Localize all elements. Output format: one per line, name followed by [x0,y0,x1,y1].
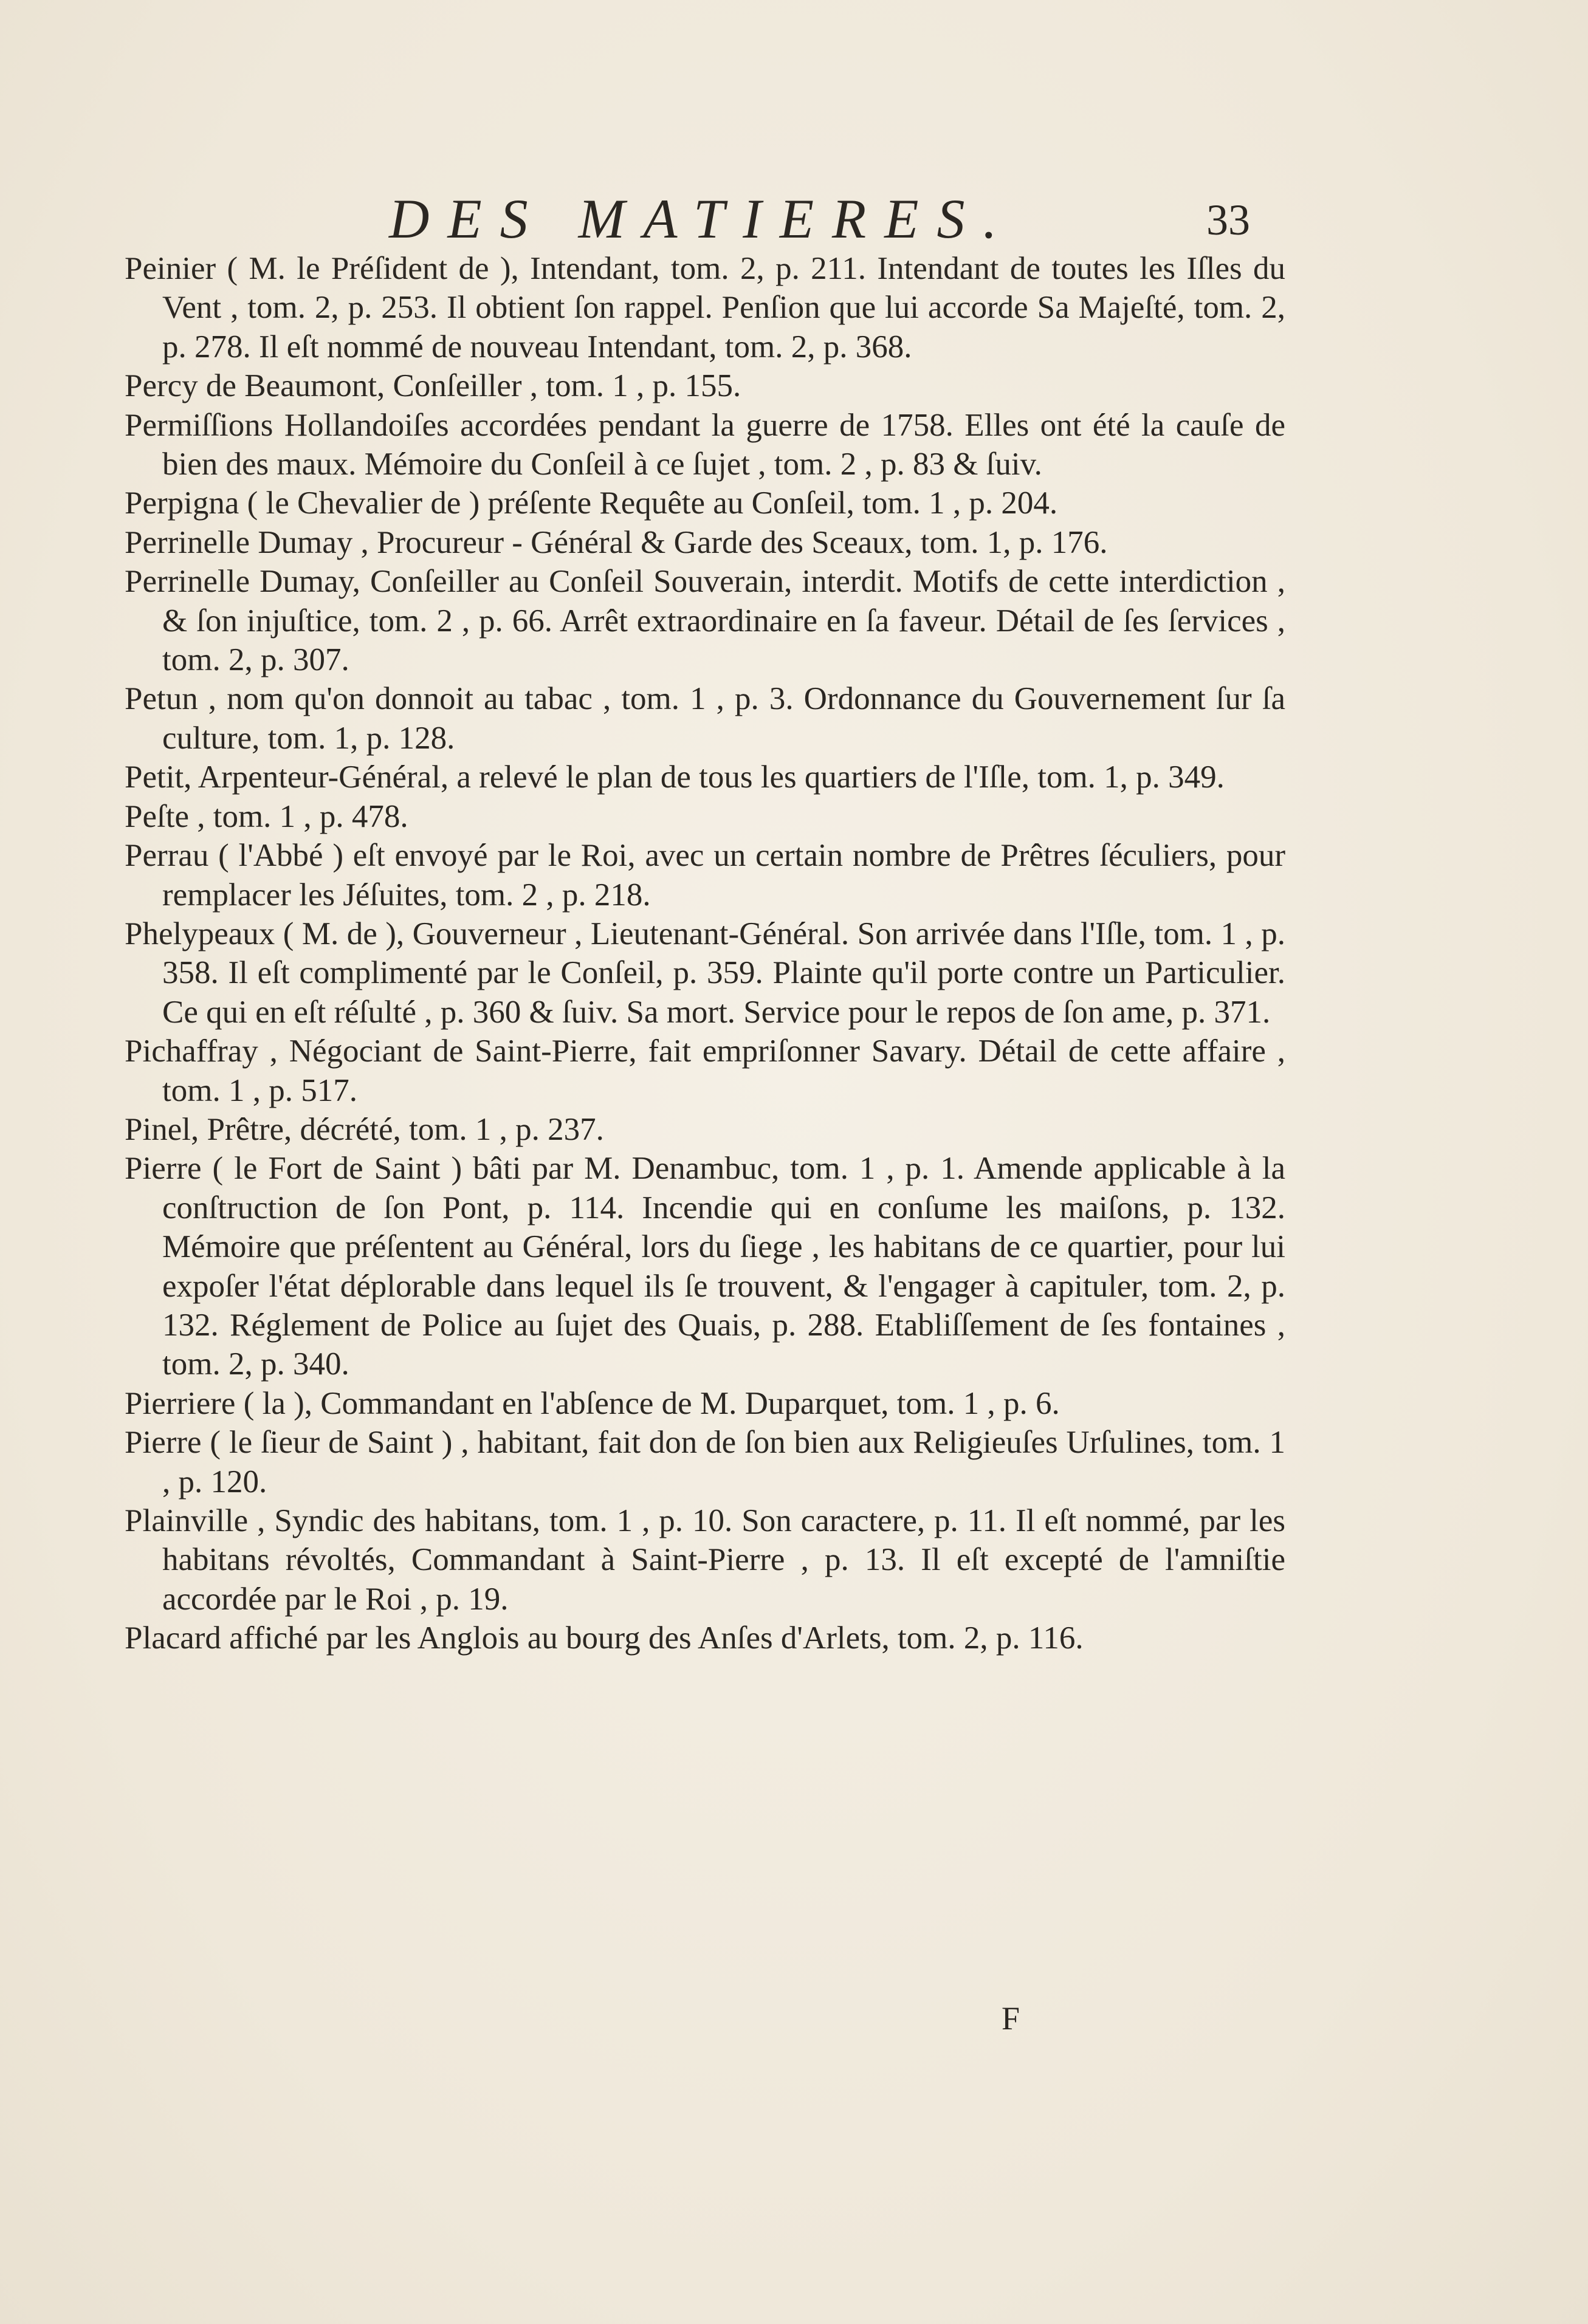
running-head [0,185,1588,252]
index-entry: Peinier ( M. le Préſident de ), Intendant, tom. 2, p. 211. Intendant de toutes les Iſles du Vent , tom. 2, p. 253. Il obtient ſon rappel. Penſion que lui accorde Sa Majeſté, tom. 2, p. 278. Il eſt nommé de nouveau Intendant, tom. 2, p. 368. [125,251,1285,365]
page-number: 33 [1206,196,1250,244]
index-entry: Pierre ( le Fort de Saint ) bâti par M. Denambuc, tom. 1 , p. 1. Amende applicable à la conſtruction de ſon Pont, p. 114. Incendie qui en conſume les maiſons, p. 132. Mémoire que préſentent au Général, lors du ſiege , les habitans de ce quartier, pour lui expoſer l'état déplorable dans lequel ils ſe trouvent, & l'engager à capituler, tom. 2, p. 132. Réglement de Police au ſujet des Quais, p. 288. Etabliſſement de ſes fontaines , tom. 2, p. 340. [125,1151,1285,1382]
index-entry: Perrinelle Dumay , Procureur - Général & Garde des Sceaux, tom. 1, p. 176. [125,524,1108,560]
index-entry: Perpigna ( le Chevalier de ) préſente Requête au Conſeil, tom. 1 , p. 204. [125,485,1058,521]
index-entry: Pichaffray , Négociant de Saint-Pierre, fait empriſonner Savary. Détail de cette affaire , tom. 1 , p. 517. [125,1033,1285,1108]
running-head-title: DES MATIERES. [389,188,1016,250]
index-entry: Pinel, Prêtre, décrété, tom. 1 , p. 237. [125,1111,604,1147]
index-entry: Percy de Beaumont, Conſeiller , tom. 1 , p. 155. [125,368,741,404]
index-entry: Perrau ( l'Abbé ) eſt envoyé par le Roi, avec un certain nombre de Prêtres ſéculiers, pour remplacer les Jéſuites, tom. 2 , p. 218. [125,838,1285,913]
index-entry: Perrinelle Dumay, Conſeiller au Conſeil Souverain, interdit. Motifs de cette interdiction , & ſon injuſtice, tom. 2 , p. 66. Arrêt extraordinaire en ſa faveur. Détail de ſes ſervices , tom. 2, p. 307. [125,564,1285,678]
index-entry: Petun , nom qu'on donnoit au tabac , tom. 1 , p. 3. Ordonnance du Gouvernement ſur ſa culture, tom. 1, p. 128. [125,681,1285,756]
index-entry: Petit, Arpenteur-Général, a relevé le plan de tous les quartiers de l'Iſle, tom. 1, p. 349. [125,759,1225,795]
index-entry: Permiſſions Hollandoiſes accordées pendant la guerre de 1758. Elles ont été la cauſe de bien des maux. Mémoire du Conſeil à ce ſujet , tom. 2 , p. 83 & ſuiv. [125,407,1285,482]
index-entry: Phelypeaux ( M. de ), Gouverneur , Lieutenant-Général. Son arrivée dans l'Iſle, tom. 1 , p. 358. Il eſt complimenté par le Conſeil, p. 359. Plainte qu'il porte contre un Particulier. Ce qui en eſt réſulté , p. 360 & ſuiv. Sa mort. Service pour le repos de ſon ame, p. 371. [125,916,1285,1030]
index-entry: Placard affiché par les Anglois au bourg des Anſes d'Arlets, tom. 2, p. 116. [125,1620,1084,1656]
signature-mark: F [1002,2000,1020,2037]
index-entry: Peſte , tom. 1 , p. 478. [125,798,408,834]
index-entries [125,249,1285,1658]
index-entry: Pierre ( le ſieur de Saint ) , habitant, fait don de ſon bien aux Religieuſes Urſulines, tom. 1 , p. 120. [125,1425,1285,1500]
index-entry: Pierriere ( la ), Commandant en l'abſence de M. Duparquet, tom. 1 , p. 6. [125,1385,1060,1421]
index-entry: Plainville , Syndic des habitans, tom. 1 , p. 10. Son caractere, p. 11. Il eſt nommé, par les habitans révoltés, Commandant à Saint-Pierre , p. 13. Il eſt excepté de l'amniſtie accordée par le Roi , p. 19. [125,1503,1285,1617]
